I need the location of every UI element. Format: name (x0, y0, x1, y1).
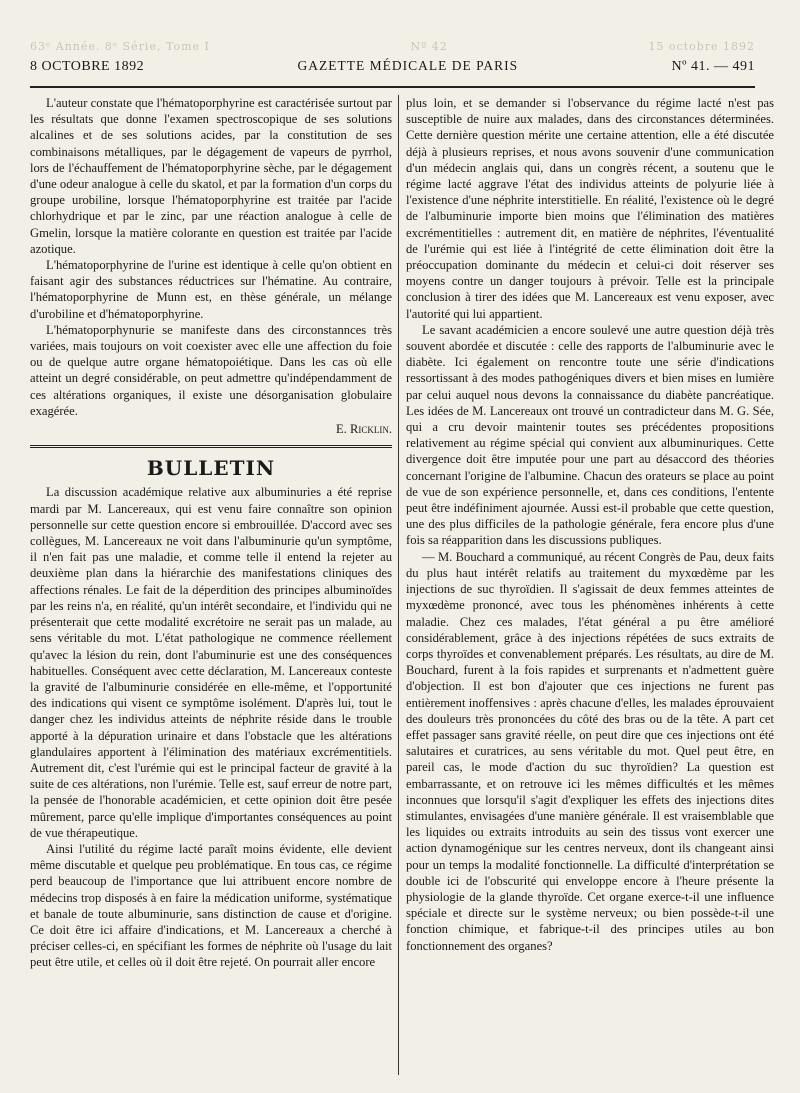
bleed-right: 15 octobre 1892 (648, 40, 755, 53)
paragraph: L'hématoporphyrine de l'urine est identique à celle qu'on obtient en faisant agir des substances réductrices sur l'hématine. Au contraire, l'hématoporphyrine de Munn est, en thèse générale, un mélange d'urobiline et d'hématoporphyrine. (30, 258, 392, 321)
left-column (30, 95, 392, 971)
header-page-number: Nº 41. — 491 (671, 59, 755, 74)
paragraph: Ainsi l'utilité du régime lacté paraît moins évidente, elle devient même discutable et quelque peu problématique. En tous cas, ce régime perd beaucoup de l'importance que lui attribuent encore nombre de médecins trop disposés à en faire la médication uniforme, systématique et banale de toute albuminurie, sans distinction de cause et d'origine. Ce doit être ici affaire d'indications, et M. Lancereaux a cherché à préciser celles-ci, en spécifiant les formes de néphrite où l'usage du lait peut être utile, et celles où il doit être rejeté. On pourrait aller encore (30, 841, 392, 970)
paragraph: L'auteur constate que l'hématoporphyrine est caractérisée surtout par les résultats que donne l'examen spectroscopique de ses solutions alcalines et de ses solutions acides, par la constitution de ses combinaisons métalliques, par le dégagement de vapeurs de pyrrhol, lors de l'échauffement de l'hématoporphyrine sèche, par le dégagement d'une odeur analogue à celle du skatol, et par la formation d'un corps du groupe urobiline, lorsque l'hématoporphyrine est traitée par l'acide chlorhydrique et par le zinc, par une réaction analogue à celle de Gmelin, lorsque la matière colorante en question est traitée par l'acide azotique. (30, 96, 392, 256)
column-divider (398, 95, 399, 1075)
bleed-through-header (30, 40, 755, 53)
section-separator (30, 445, 392, 448)
paragraph: Le savant académicien a encore soulevé une autre question déjà très souvent abordée et discutée : celle des rapports de l'albuminurie avec le diabète. Ici également on rencontre toute une série d'indications ressortissant à des modes pathogéniques divers et bien mises en lumière par celui auquel nous devons la connaissance du diabète pancréatique. Les idées de M. Lancereaux ont trouvé un contradicteur dans M. G. Sée, qui a cru devoir maintenir toutes ses précédentes propositions relativement au régime spécial qui convient aux albuminuriques. Cette divergence doit être imputée pour une part au désaccord des théories concernant l'origine de l'albumine. Chacun des orateurs se place au point de vue de son expérience personnelle, et, dans ces conditions, l'entente peut être indéfiniment ajournée. Aussi est-il probable que cette question, une des plus difficiles de la pathologie générale, fera encore plus d'une fois sa réapparition dans les discussions publiques. (406, 322, 774, 548)
bleed-center: Nº 42 (410, 40, 448, 53)
header-date: 8 OCTOBRE 1892 (30, 59, 145, 74)
paragraph: L'hématoporphynurie se manifeste dans des circonstannces très variées, mais toujours on voit coexister avec elle une affection du foie ou de quelque autre organe hématopoiétique. Dans les cas où elle atteint un degré considérable, on peut admettre qu'indépendamment de ces altérations organiques, il existe une désorganisation globulaire exagérée. (30, 322, 392, 418)
paragraph: plus loin, et se demander si l'observance du régime lacté n'est pas susceptible de nuire aux malades, dans des circonstances déterminées. Cette dernière question mérite une certaine attention, elle a été discutée déjà à plusieurs reprises, et nous avons souvenir d'une communication d'un médecin anglais qui, dans un congrès récent, a soutenu que le régime lacté aggrave l'état des individus atteints de polyurie liée à l'existence d'une néphrite interstitielle. En réalité, l'existence où le degré de l'albuminurie importe bien moins que l'élimination des matières excrémentitielles : autrement dit, en matière de néphrites, l'éventualité de l'urémie qui est liée à l'intégrité de cette élimination doit être la préoccupation dominante du médecin et celui-ci doit réserver ses moyens contre un danger toujours à prévoir. Telle est la principale conclusion à tirer des idées que M. Lancereaux est venu exposer, avec l'autorité qui lui appartient. (406, 96, 774, 321)
bleed-left: 63ᵉ Année. 8ᵉ Série, Tome I (30, 40, 210, 53)
header-rule (30, 86, 755, 88)
header-title: GAZETTE MÉDICALE DE PARIS (297, 58, 519, 73)
page-header (30, 58, 755, 80)
paragraph: — M. Bouchard a communiqué, au récent Congrès de Pau, deux faits du plus haut intérêt relatifs au traitement du myxœdème par les injections de suc thyroïdien. Il s'agissait de deux femmes atteintes de myxœdème prononcé, avec tous les phénomènes inhérents à cette maladie. Chez ces malades, l'état général a pu être amélioré considérablement, grâce à des injections répétées de sucs extraits de corps thyroïdes et convenablement préparés. Les résultats, au dire de M. Bouchard, furent à la fois rapides et surprenants et n'admettent guère d'objection. Il est bon d'ajouter que ces injections ne furent pas entièrement inoffensives : après chacune d'elles, les malades éprouvaient des douleurs très prononcées du côté des bras ou de la tête. A part cet effet passager sans gravité réelle, on peut dire que ces injections ont été salutaires et curatrices, au sens véritable du mot. Quel peut être, en pareil cas, le mode d'action du suc thyroïdien? La question est embarrassante, et on retrouve ici les mêmes difficultés et les mêmes inconnues que lorsqu'il s'agit d'expliquer les effets des injections dites stimulantes, envisagées d'une manière générale. Il est vraisemblable que les liquides ou extraits introduits au sein des tissus vont exercer une action dynamogénique sur les centres nerveux, dont ils changeant ainsi pour un temps la modalité fonctionnelle. La difficulté d'interprétation se double ici de l'obscurité qui enveloppe encore à l'heure présente la physiologie de la glande thyroïde. Cet organe exerce-t-il une influence spéciale et directe sur le système nerveux; ou bien possède-t-il une fonction chimique, et fabrique-t-il des principes utiles au bon fonctionnement des organes? (406, 549, 774, 953)
paragraph: La discussion académique relative aux albuminuries a été reprise mardi par M. Lancereaux, qui est venu faire connaître son opinion personnelle sur cette question encore si embrouillée. D'accord avec ses collègues, M. Lancereaux ne voit dans l'albuminurie qu'un symptôme, il n'en fait pas une maladie, et comme telle il entend la rejeter au deuxième plan dans la hiérarchie des manifestations cliniques des affections rénales. Le fait de la déperdition des principes albuminoïdes par les reins n'a, en réalité, qu'un intérêt secondaire, et l'individu qui ne présenterait que cette modalité excrétoire ne serait pas un malade, au sens véritable du mot. L'état pathologique ne commence réellement qu'avec la lésion du rein, dont l'abuminurie est une des conséquences habituelles. Conséquent avec cette déclaration, M. Lancereaux conteste la gravité de l'albuminurie considérée en elle-même, et l'opportunité des indications qui visent ce symptôme isolément. D'après lui, tout le danger chez les individus atteints de néphrite réside dans le trouble apporté à la dépuration urinaire et dans l'obstacle que les altérations glandulaires apportent à l'élimination des matériaux excrémentitiels. Autrement dit, c'est l'urémie qui est le principal facteur de gravité à la suite de ces altérations, non l'urémie. Telle est, sauf erreur de notre part, la pensée de l'honorable académicien, et cette opinion doit être pesée mûrement, parce qu'elle implique d'importantes conséquences au point de vue thérapeutique. (30, 485, 392, 840)
right-column (406, 95, 774, 954)
bulletin-heading: BULLETIN (146, 456, 276, 481)
article-signature: E. Ricklin. (335, 422, 392, 437)
